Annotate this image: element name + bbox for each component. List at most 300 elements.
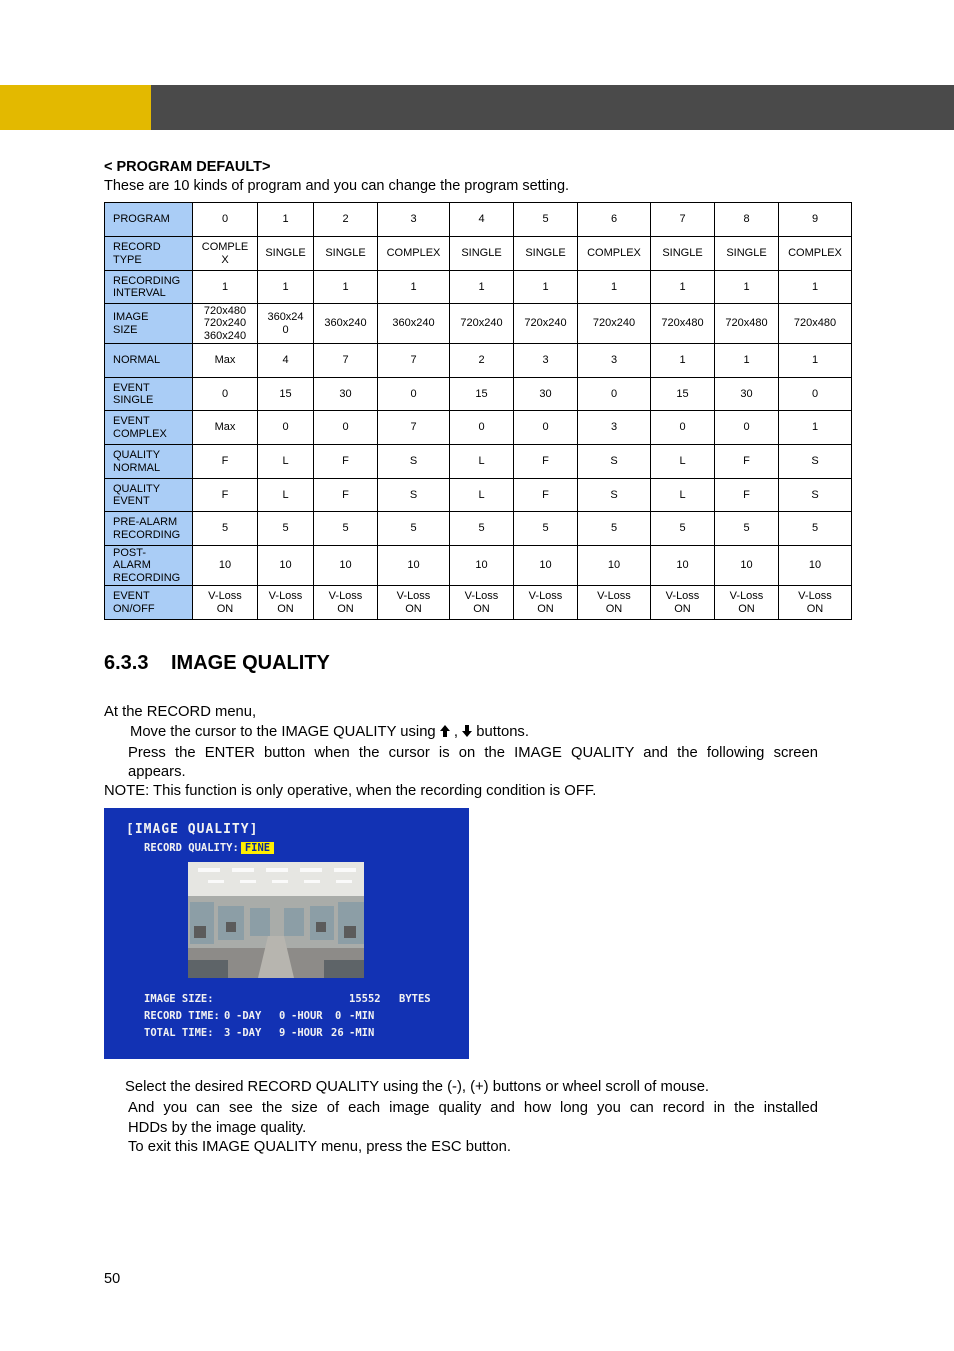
cell-line: L xyxy=(282,455,289,468)
cell-line: ON xyxy=(738,602,755,615)
cell-line: SIZE xyxy=(113,323,138,336)
table-cell xyxy=(578,411,651,445)
record-time-row: RECORD TIME: 0 -DAY 0 -HOUR 0 -MIN xyxy=(144,1010,375,1022)
cell-line: 9 xyxy=(811,213,819,226)
table-cell xyxy=(258,304,314,344)
cell-line: 720x480 xyxy=(661,317,704,330)
table-cell xyxy=(378,271,450,304)
table-row xyxy=(105,304,852,344)
cell-line: SINGLE xyxy=(662,247,703,260)
table-cell xyxy=(651,203,715,237)
table-cell xyxy=(450,479,514,512)
table-cell xyxy=(450,237,514,271)
table-cell xyxy=(378,203,450,237)
down-arrow-icon xyxy=(462,725,472,737)
cell-line: SINGLE xyxy=(265,247,306,260)
cell-line: 1 xyxy=(282,280,289,293)
cell-line: 360x240 xyxy=(324,317,367,330)
table-cell xyxy=(514,304,578,344)
cell-line: 30 xyxy=(539,387,552,400)
table-cell xyxy=(715,479,779,512)
cell-line: V-Loss xyxy=(328,590,363,602)
cell-line: V-Loss xyxy=(464,590,499,602)
table-cell xyxy=(314,203,378,237)
table-cell xyxy=(578,586,651,620)
table-cell xyxy=(314,378,378,411)
table-cell xyxy=(378,344,450,378)
cell-line: 1 xyxy=(743,280,750,293)
table-cell xyxy=(651,411,715,445)
table-cell xyxy=(651,344,715,378)
cell-line: 1 xyxy=(221,280,229,293)
paragraph-image-size-info: And you can see the size of each image quality and how long you can record in the installed xyxy=(128,1100,818,1116)
cell-line: QUALITY xyxy=(113,482,161,495)
cell-line: 0 xyxy=(610,387,618,400)
cell-line: V-Loss xyxy=(798,590,832,602)
table-cell xyxy=(651,445,715,479)
cell-line: S xyxy=(610,488,618,501)
cell-line: NORMAL xyxy=(113,461,161,474)
cell-line: 5 xyxy=(542,213,549,226)
cell-line: 360x24 xyxy=(267,311,304,323)
cell-line: RECORD xyxy=(113,241,161,253)
table-cell xyxy=(258,546,314,586)
cell-line: 5 xyxy=(542,522,549,535)
table-cell xyxy=(779,479,852,512)
table-cell xyxy=(450,344,514,378)
screen-title: [IMAGE QUALITY] xyxy=(126,822,259,837)
table-cell xyxy=(514,479,578,512)
cell-line: COMPLEX xyxy=(386,247,441,260)
cell-line: 10 xyxy=(218,559,232,572)
table-cell xyxy=(779,512,852,546)
cell-line: ON xyxy=(405,602,422,615)
cell-line: 8 xyxy=(743,213,750,226)
table-cell xyxy=(715,546,779,586)
cell-line: ON xyxy=(674,602,691,615)
row-header-cell xyxy=(105,237,193,271)
table-cell xyxy=(258,445,314,479)
cell-line: F xyxy=(221,455,229,468)
table-cell xyxy=(314,512,378,546)
table-cell xyxy=(578,344,651,378)
table-cell xyxy=(715,344,779,378)
cell-line: 0 xyxy=(478,421,485,434)
table-cell xyxy=(651,271,715,304)
cell-line: IMAGE xyxy=(113,311,149,323)
cell-line: 3 xyxy=(610,421,618,434)
table-cell xyxy=(258,271,314,304)
cell-line: 7 xyxy=(342,354,349,367)
table-cell xyxy=(378,479,450,512)
cell-line: 10 xyxy=(808,559,822,572)
table-cell xyxy=(314,479,378,512)
row-header-cell xyxy=(105,378,193,411)
table-cell xyxy=(715,203,779,237)
table-cell xyxy=(258,378,314,411)
cell-line: V-Loss xyxy=(665,590,700,602)
cell-line: 720x240 xyxy=(592,317,636,330)
table-cell xyxy=(514,203,578,237)
cell-line: 5 xyxy=(743,522,750,535)
table-cell xyxy=(651,479,715,512)
cell-line: 6 xyxy=(610,213,618,226)
cell-line: 1 xyxy=(679,354,686,367)
table-cell xyxy=(578,237,651,271)
table-cell xyxy=(715,237,779,271)
table-cell xyxy=(193,237,258,271)
record-quality-value[interactable]: FINE xyxy=(241,842,274,854)
table-row xyxy=(105,586,852,620)
table-cell xyxy=(193,411,258,445)
table-cell xyxy=(779,546,852,586)
cell-line: F xyxy=(743,455,750,468)
cell-line: 10 xyxy=(740,559,753,572)
cell-line: 1 xyxy=(811,280,819,293)
table-cell xyxy=(193,203,258,237)
cell-line: 15 xyxy=(676,387,689,400)
row-header-cell xyxy=(105,546,193,586)
table-cell xyxy=(450,546,514,586)
cell-line: COMPLEX xyxy=(113,427,167,440)
cell-line: NORMAL xyxy=(113,354,161,367)
cell-line: L xyxy=(282,488,289,501)
table-cell xyxy=(450,586,514,620)
table-cell xyxy=(715,271,779,304)
table-cell xyxy=(578,512,651,546)
cell-line: 0 xyxy=(679,421,686,434)
cell-line: S xyxy=(409,455,418,468)
table-cell xyxy=(514,344,578,378)
cell-line: RECORDING xyxy=(113,274,181,287)
table-cell xyxy=(314,411,378,445)
cell-line: 15 xyxy=(279,387,292,400)
office-preview-image xyxy=(188,862,364,978)
row-header-cell xyxy=(105,344,193,378)
cell-line: 5 xyxy=(342,522,349,535)
table-cell xyxy=(779,344,852,378)
table-cell xyxy=(578,378,651,411)
cell-line: V-Loss xyxy=(396,590,431,602)
cell-line: 5 xyxy=(221,522,229,535)
cell-line: ON xyxy=(216,602,234,615)
heading-text: IMAGE QUALITY xyxy=(171,652,330,674)
cell-line: 0 xyxy=(743,421,750,434)
table-row xyxy=(105,411,852,445)
cell-line: COMPLE xyxy=(201,241,249,253)
table-row xyxy=(105,203,852,237)
cell-line: 0 xyxy=(342,421,349,434)
table-cell xyxy=(651,304,715,344)
table-cell xyxy=(715,445,779,479)
cell-line: 0 xyxy=(542,421,549,434)
table-cell xyxy=(378,546,450,586)
table-cell xyxy=(779,271,852,304)
table-cell xyxy=(514,512,578,546)
cell-line: ON/OFF xyxy=(113,602,155,615)
cell-line: 720x480 xyxy=(725,317,768,330)
table-cell xyxy=(314,237,378,271)
cell-line: 720x240 xyxy=(203,317,247,330)
cell-line: EVENT xyxy=(113,381,150,394)
cell-line: 1 xyxy=(679,280,686,293)
table-cell xyxy=(514,411,578,445)
cell-line: 0 xyxy=(282,421,289,434)
cell-line: 1 xyxy=(542,280,549,293)
table-cell xyxy=(193,546,258,586)
note: NOTE: This function is only operative, when the recording condition is OFF. xyxy=(104,783,597,799)
heading-number: 6.3.3 xyxy=(104,652,149,674)
cell-line: 360x240 xyxy=(392,317,435,330)
cell-line: 30 xyxy=(339,387,352,400)
cell-line: PRE-ALARM xyxy=(113,516,178,528)
table-cell xyxy=(578,304,651,344)
table-cell xyxy=(578,271,651,304)
cell-line: 1 xyxy=(811,421,819,434)
table-cell xyxy=(450,512,514,546)
cell-line: 3 xyxy=(610,354,618,367)
row-header-cell xyxy=(105,271,193,304)
cell-line: 10 xyxy=(539,559,552,572)
paragraph-press-enter: Press the ENTER button when the cursor is on the IMAGE QUALITY and the following screen xyxy=(128,745,818,761)
cell-line: SINGLE xyxy=(726,247,767,260)
cell-line: POST- xyxy=(113,546,147,559)
table-cell xyxy=(578,546,651,586)
table-cell xyxy=(258,237,314,271)
cell-line: 1 xyxy=(743,354,750,367)
cell-line: TYPE xyxy=(113,253,142,266)
row-header-cell xyxy=(105,304,193,344)
row-header-cell xyxy=(105,411,193,445)
cell-line: 10 xyxy=(607,559,621,572)
table-cell xyxy=(193,271,258,304)
cell-line: L xyxy=(679,455,686,468)
cell-line: L xyxy=(478,455,485,468)
table-cell xyxy=(258,512,314,546)
cell-line: S xyxy=(811,455,819,468)
row-header-cell xyxy=(105,479,193,512)
cell-line: 0 xyxy=(282,323,289,336)
cell-line: QUALITY xyxy=(113,449,161,461)
cell-line: 10 xyxy=(407,559,420,572)
cell-line: V-Loss xyxy=(208,590,242,602)
paragraph-appears: appears. xyxy=(128,764,186,780)
table-cell xyxy=(578,479,651,512)
cell-line: 2 xyxy=(478,354,485,367)
cell-line: F xyxy=(542,455,549,468)
cell-line: 7 xyxy=(679,213,686,226)
cell-line: 0 xyxy=(221,213,229,226)
cell-line: S xyxy=(811,488,819,501)
table-cell xyxy=(514,378,578,411)
cell-line: 5 xyxy=(478,522,485,535)
cell-line: 720x480 xyxy=(793,317,837,330)
cell-line: 7 xyxy=(410,354,417,367)
cell-line: SINGLE xyxy=(461,247,502,260)
table-cell xyxy=(779,304,852,344)
image-quality-screen xyxy=(104,808,469,1059)
cell-line: 5 xyxy=(610,522,618,535)
table-cell xyxy=(514,445,578,479)
table-cell xyxy=(193,512,258,546)
table-cell xyxy=(258,479,314,512)
section-title: < PROGRAM DEFAULT> xyxy=(104,159,271,175)
table-cell xyxy=(514,237,578,271)
cell-line: 0 xyxy=(221,387,229,400)
record-quality-row: RECORD QUALITY: FINE xyxy=(144,842,274,854)
table-cell xyxy=(314,586,378,620)
cell-line: 5 xyxy=(811,522,819,535)
table-cell xyxy=(193,304,258,344)
cell-line: 10 xyxy=(676,559,689,572)
table-cell xyxy=(514,546,578,586)
cell-line: F xyxy=(542,488,549,501)
cell-line: 720x240 xyxy=(524,317,567,330)
row-header-cell xyxy=(105,512,193,546)
cell-line: 15 xyxy=(475,387,488,400)
cell-line: ON xyxy=(473,602,490,615)
cell-line: ON xyxy=(605,602,623,615)
cell-line: SINGLE xyxy=(325,247,366,260)
table-cell xyxy=(258,586,314,620)
cell-line: COMPLEX xyxy=(587,247,641,260)
table-row xyxy=(105,546,852,586)
table-cell xyxy=(715,512,779,546)
table-cell xyxy=(715,586,779,620)
cell-line: L xyxy=(679,488,686,501)
table-row xyxy=(105,512,852,546)
table-cell xyxy=(378,512,450,546)
table-cell xyxy=(258,203,314,237)
paragraph-move-cursor: Move the cursor to the IMAGE QUALITY using , buttons. xyxy=(130,724,529,740)
cell-line: S xyxy=(409,488,418,501)
total-time-row: TOTAL TIME: 3 -DAY 9 -HOUR 26 -MIN xyxy=(144,1027,375,1039)
table-cell xyxy=(450,304,514,344)
table-cell xyxy=(450,271,514,304)
table-row xyxy=(105,237,852,271)
cell-line: 4 xyxy=(478,213,485,226)
cell-line: 1 xyxy=(610,280,618,293)
table-cell xyxy=(715,304,779,344)
table-cell xyxy=(378,445,450,479)
table-cell xyxy=(651,586,715,620)
paragraph-record-menu: At the RECORD menu, xyxy=(104,704,257,720)
table-cell xyxy=(378,411,450,445)
cell-line: ON xyxy=(277,602,294,615)
table-cell xyxy=(314,344,378,378)
cell-line: 30 xyxy=(740,387,753,400)
table-cell xyxy=(514,271,578,304)
table-cell xyxy=(450,203,514,237)
table-cell xyxy=(258,344,314,378)
cell-line: 720x480 xyxy=(203,304,247,317)
section-heading xyxy=(104,652,330,675)
cell-line: 0 xyxy=(811,387,819,400)
cell-line: EVENT xyxy=(113,590,150,602)
cell-line: V-Loss xyxy=(729,590,764,602)
table-cell xyxy=(193,445,258,479)
cell-line: RECORDING xyxy=(113,571,181,584)
table-cell xyxy=(314,546,378,586)
cell-line: F xyxy=(221,488,229,501)
cell-line: S xyxy=(610,455,618,468)
row-header-cell xyxy=(105,586,193,620)
page-number: 50 xyxy=(104,1271,121,1287)
cell-line: ON xyxy=(806,602,824,615)
cell-line: 3 xyxy=(410,213,417,226)
section-description: These are 10 kinds of program and you can change the program setting. xyxy=(104,178,570,194)
table-cell xyxy=(378,237,450,271)
cell-line: 1 xyxy=(342,280,349,293)
cell-line: Max xyxy=(214,354,236,367)
cell-line: 5 xyxy=(410,522,417,535)
cell-line: COMPLEX xyxy=(788,247,842,260)
table-cell xyxy=(779,586,852,620)
cell-line: 10 xyxy=(475,559,488,572)
table-cell xyxy=(450,411,514,445)
table-cell xyxy=(779,237,852,271)
cell-line: 7 xyxy=(410,421,417,434)
table-cell xyxy=(578,203,651,237)
row-header-cell xyxy=(105,445,193,479)
table-cell xyxy=(514,586,578,620)
cell-line: SINGLE xyxy=(113,394,154,406)
header-accent-bar xyxy=(0,85,151,130)
cell-line: ON xyxy=(537,602,554,615)
paragraph-hdds: HDDs by the image quality. xyxy=(128,1120,307,1136)
cell-line: V-Loss xyxy=(268,590,303,602)
table-row xyxy=(105,271,852,304)
cell-line: 1 xyxy=(410,280,417,293)
cell-line: SINGLE xyxy=(525,247,566,260)
table-row xyxy=(105,479,852,512)
cell-line: RECORDING xyxy=(113,528,181,541)
cell-line: Max xyxy=(214,421,236,434)
cell-line: 5 xyxy=(679,522,686,535)
table-cell xyxy=(314,445,378,479)
table-cell xyxy=(193,479,258,512)
row-header-cell xyxy=(105,203,193,237)
cell-line: ON xyxy=(337,602,354,615)
cell-line: 720x240 xyxy=(460,317,503,330)
cell-line: 360x240 xyxy=(203,329,247,342)
table-cell xyxy=(258,411,314,445)
table-cell xyxy=(193,344,258,378)
table-row xyxy=(105,344,852,378)
table-cell xyxy=(779,378,852,411)
table-cell xyxy=(651,546,715,586)
cell-line: 1 xyxy=(282,213,289,226)
cell-line: 1 xyxy=(478,280,485,293)
table-cell xyxy=(715,378,779,411)
cell-line: 1 xyxy=(811,354,819,367)
table-cell xyxy=(378,586,450,620)
table-cell xyxy=(779,411,852,445)
up-arrow-icon xyxy=(440,725,450,737)
table-cell xyxy=(450,445,514,479)
cell-line: F xyxy=(743,488,750,501)
table-cell xyxy=(314,304,378,344)
cell-line: 4 xyxy=(282,354,289,367)
cell-line: 3 xyxy=(542,354,549,367)
cell-line: INTERVAL xyxy=(113,287,166,299)
table-cell xyxy=(651,237,715,271)
table-cell xyxy=(779,445,852,479)
cell-line: V-Loss xyxy=(528,590,563,602)
table-cell xyxy=(450,378,514,411)
table-cell xyxy=(779,203,852,237)
cell-line: X xyxy=(221,253,229,266)
